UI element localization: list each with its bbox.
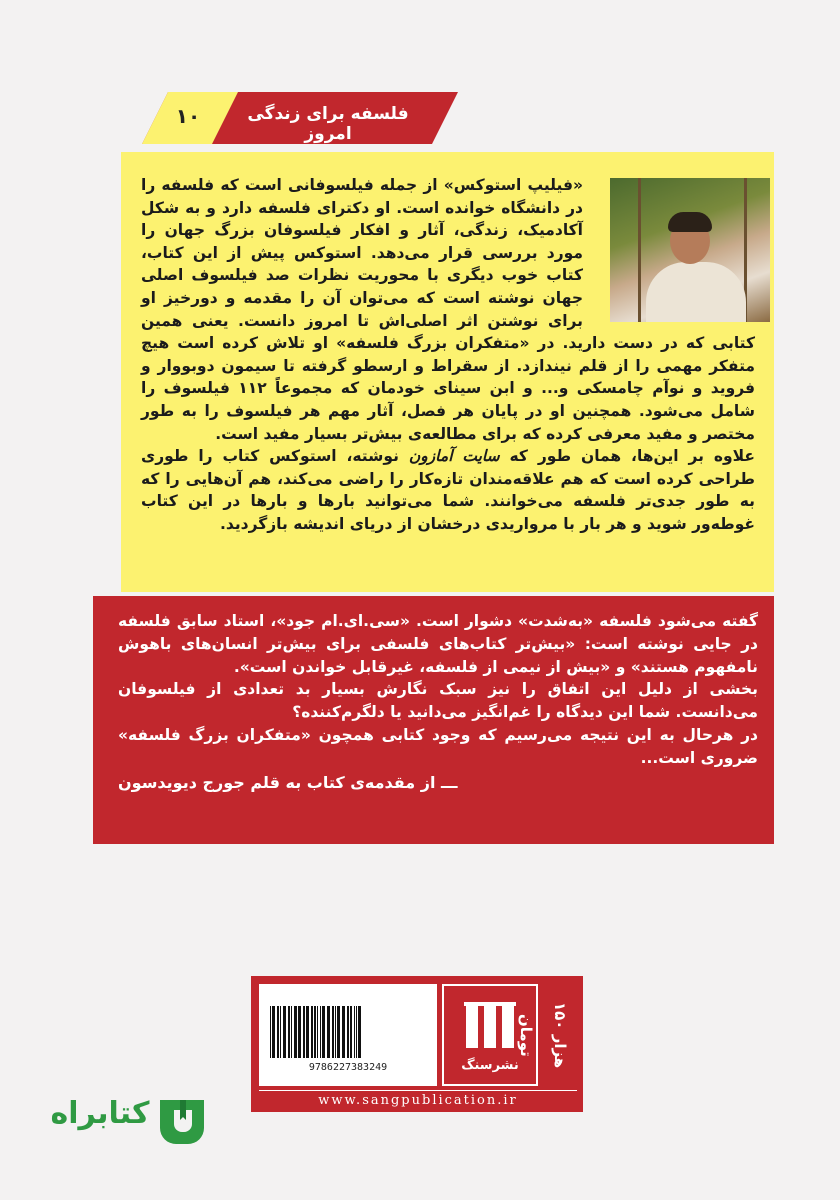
barcode-bar [317,1006,318,1058]
barcode-bar [270,1006,271,1058]
amazon-site: سایت آمازون [408,447,500,466]
barcode-bar [298,1006,301,1058]
barcode-bar [327,1006,330,1058]
intro-paragraph-1: «فیلیپ استوکس» از جمله فیلسوفانی است که فلسفه را در دانشگاه خوانده است. او دکترای فلسفه دارد و به شکل آکادمیک، زندگی، آثار و افکار فیلسوفان بزرگ جهان را مورد بررسی قرار می‌دهد. استوکس پیش از این کتاب، کتاب خوب دیگری با محوریت نظرات صد فیلسوف اصلی جهان نوشته است که می‌توان آن را مقدمه و دورخیز او برای نوشتن اثر اصلی‌اش تا امروز دانست. یعنی همین کتابی که در دست دارید. در «متفکران بزرگ فلسفه» او تلاش کرده است هیچ متفکر مهمی را از قلم نیندازد. از سقراط و ارسطو گرفته تا سیمون دوبووار و فروید و نوآم چامسکی و... و ابن سینای خودمان که مجموعاً ۱۱۲ فیلسوف را شامل می‌شود. همچنین او در پایان هر فصل، آثار مهم هر فیلسوف را به طور مختصر و مفید معرفی کرده که برای مطالعه‌ی بیش‌تر بسیار مفید است. [141,176,755,443]
publisher-name: نشرسنگ [461,1058,519,1073]
barcode-bar [337,1006,340,1058]
intro-text [141,174,755,536]
price-label: ۱۵۰ هزار تومان [517,1001,569,1069]
barcode-bar [356,1006,357,1058]
barcode-bar [303,1006,305,1058]
barcode-bar [354,1006,355,1058]
barcode-bar [288,1006,290,1058]
barcode-bar [335,1006,336,1058]
quote-paragraph-2: بخشی از دلیل این اتفاق را نیز سبک نگارش بسیار بد تعدادی از فیلسوفان می‌دانست. شما این دیدگاه را غم‌انگیز می‌دانید یا دلگرم‌کننده؟ [118,680,758,722]
barcode-bar [332,1006,334,1058]
barcode-bar [314,1006,316,1058]
barcode [268,1006,430,1058]
barcode-bar [311,1006,313,1058]
barcode-bar [320,1006,321,1058]
barcode-bar [347,1006,349,1058]
ketabrah-logo-text: کتابراه [50,1096,150,1131]
barcode-bar [358,1006,361,1058]
barcode-bar [306,1006,309,1058]
barcode-bar [342,1006,345,1058]
quote-text [118,610,758,794]
barcode-bar [291,1006,292,1058]
quote-paragraph-1: گفته می‌شود فلسفه «به‌شدت» دشوار است. «سی.ای.ام جود»، استاد سابق فلسفه در جایی نوشته است: «بیش‌تر کتاب‌های فلسفی برای بیش‌تر انسان‌های باهوش نامفهوم هستند» و «بیش از نیمی از فلسفه، غیرقابل خواندن است». [118,612,758,676]
barcode-bar [277,1006,279,1058]
quote-attribution: ـــ از مقدمه‌ی کتاب به قلم جورج دیویدسون [118,772,458,792]
intro-paragraph-2: علاوه بر این‌ها، همان طور که سایت آمازون نوشته، استوکس کتاب را طوری طراحی کرده است که هم علاقه‌مندان تازه‌کار را راضی می‌کند، هم آن‌هایی را که به طور جدی‌تر فلسفه می‌خوانند. شما می‌توانید بارها و بارها در این کتاب غوطه‌ور شوید و هر بار با مرواریدی درخشان از دریای اندیشه بازگردید. [141,447,755,533]
quote-paragraph-3: در هرحال به این نتیجه می‌رسیم که وجود کتابی همچون «متفکران بزرگ فلسفه» ضروری است... [118,725,758,767]
barcode-bar [272,1006,275,1058]
page-number: ۱۰ [175,104,201,128]
ketabrah-logo-icon [154,1094,210,1150]
publisher-url[interactable]: www.sangpublication.ir [259,1090,577,1109]
barcode-bar [283,1006,286,1058]
barcode-bar [294,1006,297,1058]
isbn-number: 9786227383249 [308,1062,388,1073]
barcode-bar [322,1006,325,1058]
barcode-bar [350,1006,352,1058]
series-title: فلسفه برای زندگی امروز [247,104,409,144]
barcode-bar [280,1006,281,1058]
